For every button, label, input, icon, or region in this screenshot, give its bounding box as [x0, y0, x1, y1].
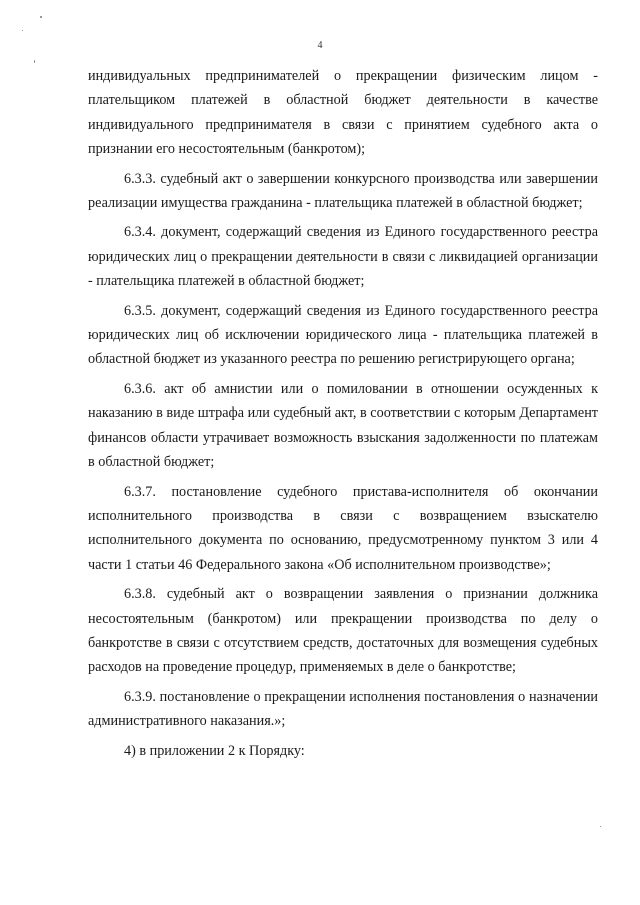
paragraph-continuation: индивидуальных предпринимателей о прекращении физическим лицом - плательщиком платежей в областной бюджет деятельности в качестве индивидуального предпринимателя в связи с принятием судебного акта о признании его несостоятельным (банкротом); [88, 68, 598, 158]
paragraph-6-3-5: 6.3.5. документ, содержащий сведения из Единого государственного реестра юридических лиц об исключении юридического лица - плательщика платежей в областной бюджет из указанного реестра по решению регистрирующего органа; [88, 302, 598, 368]
paragraph-6-3-6: 6.3.6. акт об амнистии или о помиловании в отношении осужденных к наказанию в виде штрафа или судебный акт, в соответствии с которым Департамент финансов области утрачивает возможность взыскания задолженности по платежам в областной бюджет; [88, 380, 598, 471]
scan-speck [34, 60, 35, 63]
paragraph-6-3-4: 6.3.4. документ, содержащий сведения из Единого государственного реестра юридических лиц о прекращении деятельности в связи с ликвидацией организации - плательщика платежей в областной бюджет; [88, 224, 598, 290]
page-number: 4 [317, 40, 323, 51]
paragraph-6-3-9: 6.3.9. постановление о прекращении исполнения постановления о назначении административного наказания.»; [88, 688, 598, 730]
scan-speck [22, 30, 23, 31]
paragraph-6-3-7: 6.3.7. постановление судебного пристава-исполнителя об окончании исполнительного производства в связи с возвращением взыскателю исполнительного документа по основанию, предусмотренному пунктом 3 или 4 части 1 статьи 46 Федерального закона «Об исполнительном производстве»; [88, 483, 598, 573]
document-body [88, 64, 598, 768]
paragraph-6-3-3: 6.3.3. судебный акт о завершении конкурсного производства или завершении реализации имущества гражданина - плательщика платежей в областной бюджет; [88, 170, 598, 212]
scan-speck [40, 16, 42, 18]
paragraph-6-3-8: 6.3.8. судебный акт о возвращении заявления о признании должника несостоятельным (банкротом) или прекращении производства по делу о банкротстве в связи с отсутствием средств, достаточных для возмещения судебных расходов на проведение процедур, применяемых в деле о банкротстве; [88, 586, 598, 676]
paragraph-item-4: 4) в приложении 2 к Порядку: [124, 742, 305, 759]
scan-speck [600, 826, 601, 827]
